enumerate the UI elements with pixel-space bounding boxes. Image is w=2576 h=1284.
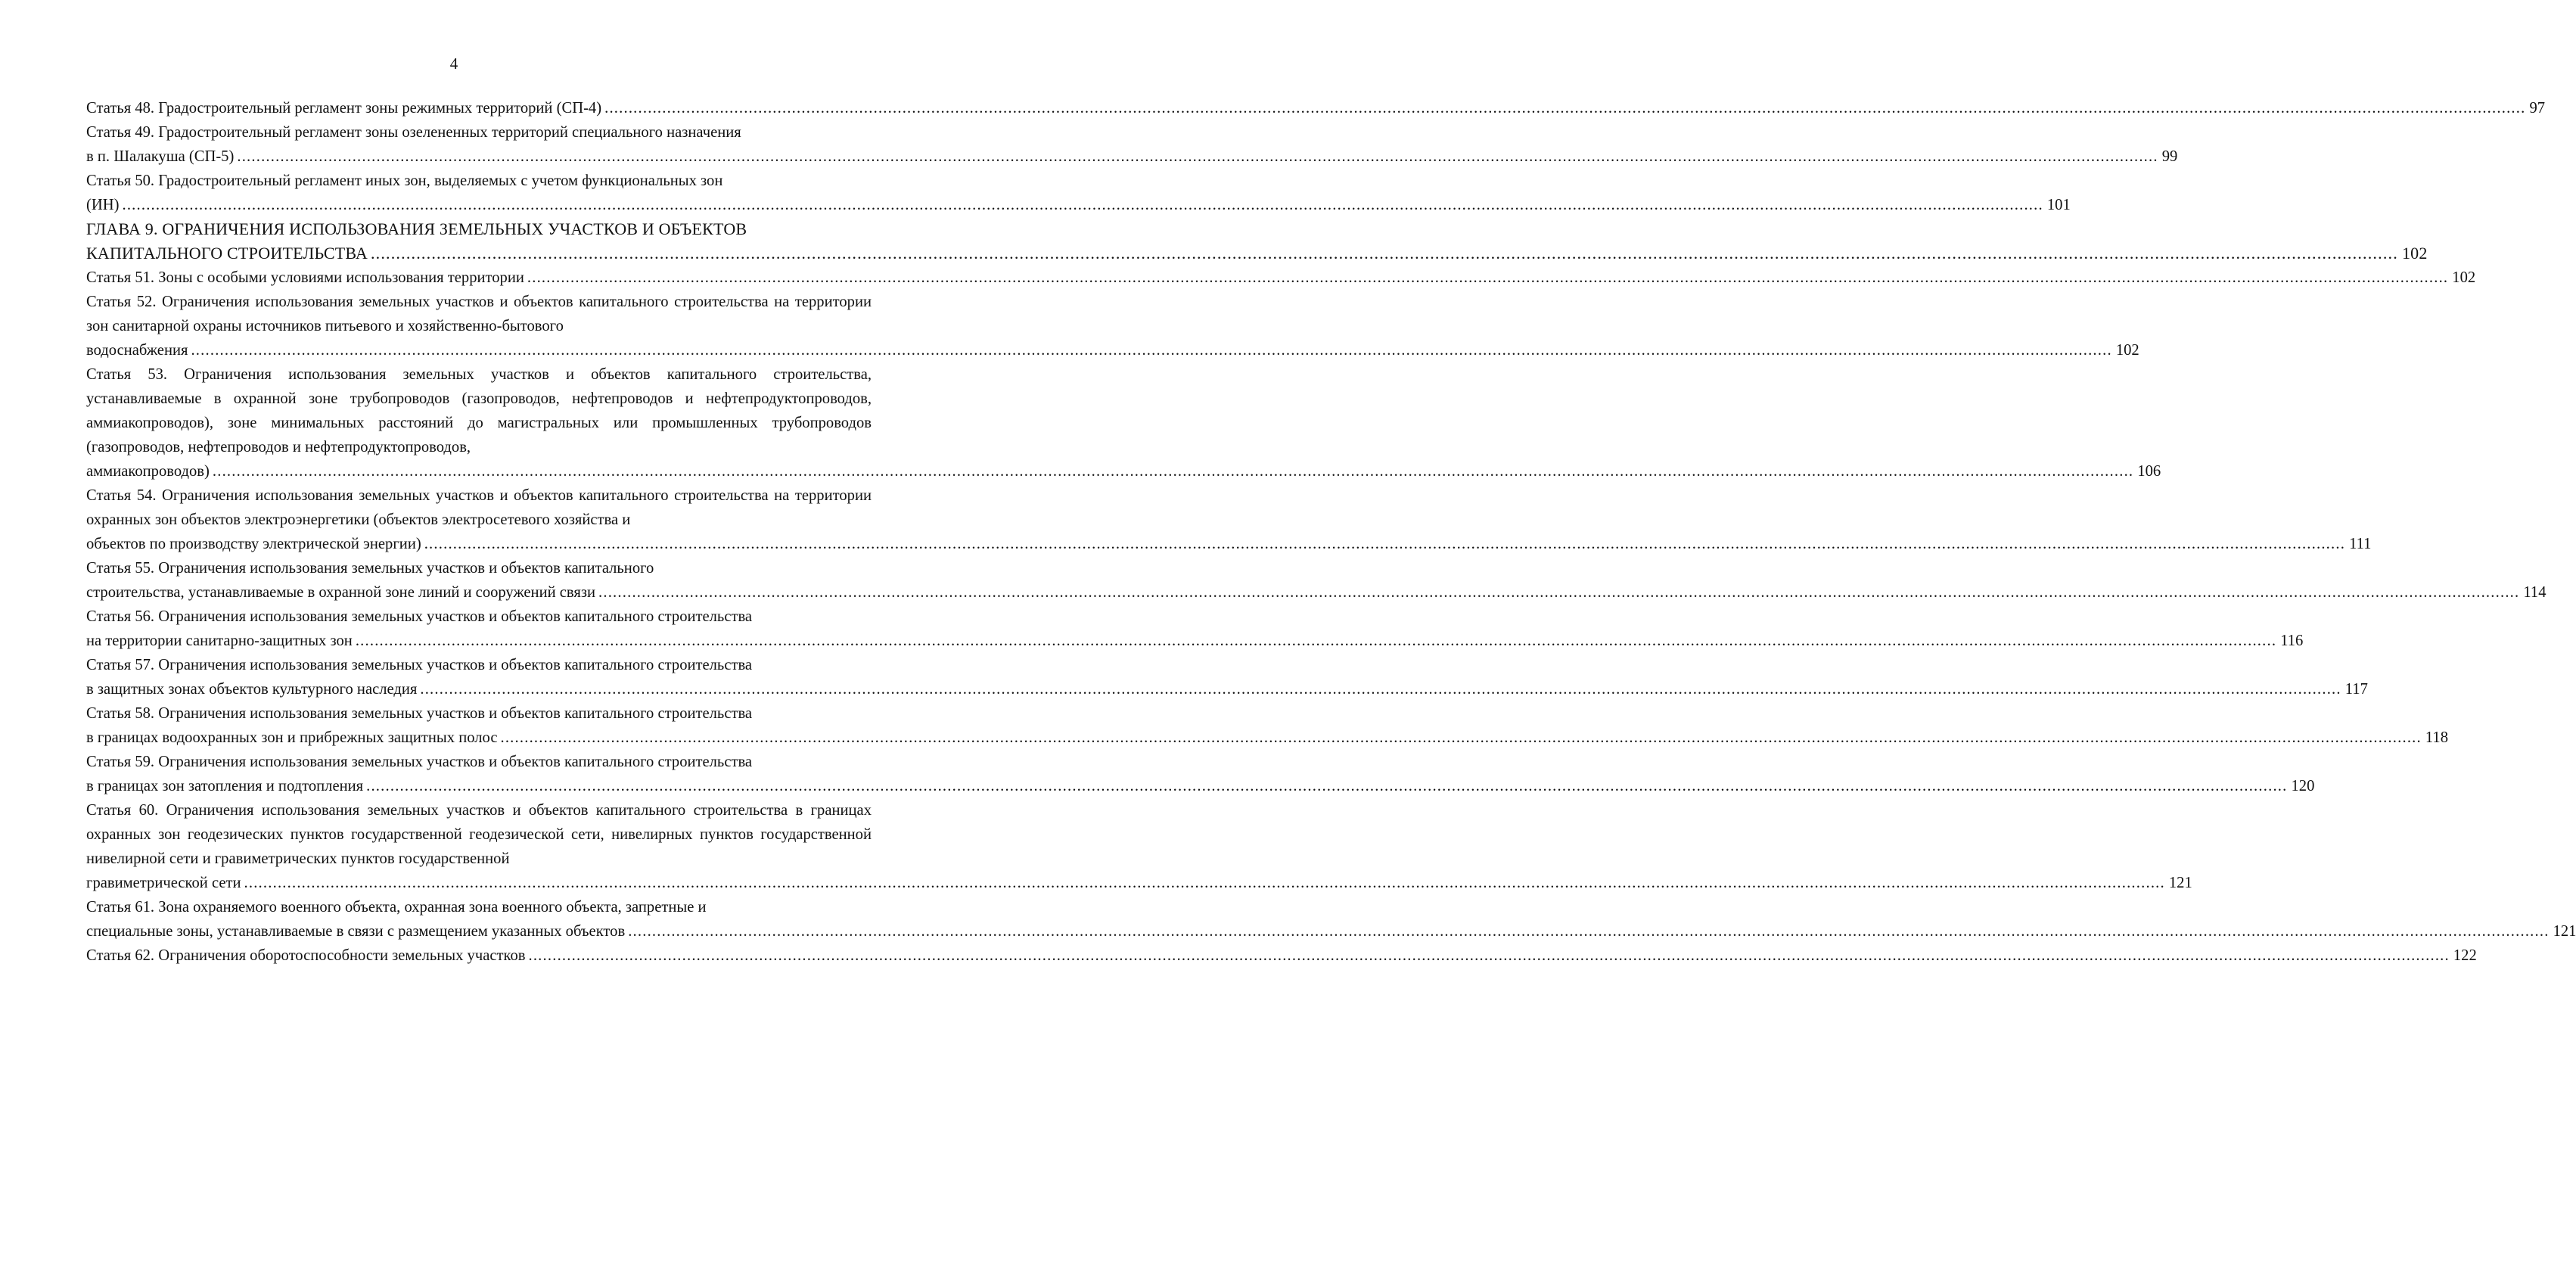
dot-leader: ................................................................................................................................................................................................................................................................................................................................................................................................................	[420, 681, 2341, 698]
toc-entry-title-end: в защитных зонах объектов культурного наследия	[86, 681, 418, 698]
dot-leader: ................................................................................................................................................................................................................................................................................................................................................................................................................	[604, 100, 2526, 117]
toc-page-number[interactable]: 102	[2401, 244, 2428, 263]
table-of-contents	[86, 96, 2576, 968]
toc-entry-title-end: КАПИТАЛЬНОГО СТРОИТЕЛЬСТВА	[86, 244, 368, 263]
toc-entry[interactable]	[86, 798, 2192, 895]
toc-page-number[interactable]: 101	[2046, 197, 2071, 213]
toc-entry[interactable]	[86, 96, 2546, 120]
toc-entry-last-line	[86, 774, 2315, 798]
toc-page-number[interactable]: 102	[2115, 342, 2139, 359]
toc-entry-last-line	[86, 193, 2071, 217]
dot-leader: ................................................................................................................................................................................................................................................................................................................................................................................................................	[628, 923, 2550, 940]
dot-leader: ................................................................................................................................................................................................................................................................................................................................................................................................................	[244, 875, 2165, 891]
dot-leader: ................................................................................................................................................................................................................................................................................................................................................................................................................	[370, 244, 2398, 263]
toc-entry-text: Статья 53. Ограничения использования земельных участков и объектов капитального строительства, устанавливаемые в охранной зоне трубопроводов (газопроводов, нефтепроводов и нефтепродуктопроводов, аммиакопроводов), зоне минимальных расстояний до магистральных или промышленных трубопроводов (газопроводов, нефтепроводов и нефтепродуктопроводов,	[86, 366, 872, 455]
toc-entry-last-line	[86, 580, 2546, 605]
toc-entry[interactable]	[86, 653, 2368, 701]
dot-leader: ................................................................................................................................................................................................................................................................................................................................................................................................................	[122, 197, 2043, 213]
toc-entry-title-end: на территории санитарно-защитных зон	[86, 633, 353, 649]
toc-entry-text: ГЛАВА 9. ОГРАНИЧЕНИЯ ИСПОЛЬЗОВАНИЯ ЗЕМЕЛЬНЫХ УЧАСТКОВ И ОБЪЕКТОВ	[86, 219, 747, 238]
toc-entry[interactable]	[86, 120, 2178, 169]
toc-entry-text: Статья 52. Ограничения использования земельных участков и объектов капитального строительства на территории зон санитарной охраны источников питьевого и хозяйственно-бытового	[86, 294, 872, 334]
toc-page-number[interactable]: 102	[2452, 269, 2476, 286]
toc-entry-text: Статья 56. Ограничения использования земельных участков и объектов капитального строительства	[86, 608, 753, 625]
dot-leader: ................................................................................................................................................................................................................................................................................................................................................................................................................	[212, 463, 2134, 480]
toc-page-number[interactable]: 116	[2280, 633, 2304, 649]
toc-entry-last-line	[86, 266, 2476, 290]
toc-page-number[interactable]: 117	[2345, 681, 2368, 698]
toc-entry-last-line	[86, 241, 2428, 266]
toc-entry-text: Статья 54. Ограничения использования земельных участков и объектов капитального строительства на территории охранных зон объектов электроэнергетики (объектов электросетевого хозяйства и	[86, 487, 872, 528]
toc-entry-last-line	[86, 96, 2546, 120]
toc-entry-text: Статья 57. Ограничения использования земельных участков и объектов капитального строительства	[86, 657, 753, 673]
toc-entry-title-end: Статья 48. Градостроительный регламент зоны режимных территорий (СП-4)	[86, 100, 602, 117]
toc-entry-title-end: специальные зоны, устанавливаемые в связи с размещением указанных объектов	[86, 923, 626, 940]
toc-entry-title-end: (ИН)	[86, 197, 120, 213]
toc-entry-text: Статья 60. Ограничения использования земельных участков и объектов капитального строительства в границах охранных зон геодезических пунктов государственной геодезической сети, нивелирных пунктов государственной нивелирной сети и гравиметрических пунктов государственной	[86, 802, 872, 867]
dot-leader: ................................................................................................................................................................................................................................................................................................................................................................................................................	[191, 342, 2112, 359]
toc-entry-last-line	[86, 145, 2178, 169]
toc-entry[interactable]	[86, 362, 2161, 483]
toc-page-number[interactable]: 111	[2349, 536, 2372, 552]
toc-entry-last-line	[86, 677, 2368, 701]
dot-leader: ................................................................................................................................................................................................................................................................................................................................................................................................................	[237, 148, 2158, 165]
toc-page-number[interactable]: 121	[2168, 875, 2192, 891]
toc-entry-text: Статья 49. Градостроительный регламент зоны озелененных территорий специального назначения	[86, 124, 741, 141]
toc-entry-last-line	[86, 338, 2139, 362]
toc-entry-title-end: Статья 51. Зоны с особыми условиями использования территории	[86, 269, 524, 286]
toc-entry-text: Статья 50. Градостроительный регламент иных зон, выделяемых с учетом функциональных зон	[86, 173, 723, 189]
toc-entry-text: Статья 58. Ограничения использования земельных участков и объектов капитального строительства	[86, 705, 753, 722]
page-number: 4	[449, 54, 458, 73]
toc-page-number[interactable]: 97	[2529, 100, 2546, 117]
toc-chapter-entry[interactable]	[86, 217, 2428, 266]
toc-entry[interactable]	[86, 750, 2315, 798]
toc-entry[interactable]	[86, 290, 2139, 362]
dot-leader: ................................................................................................................................................................................................................................................................................................................................................................................................................	[527, 269, 2449, 286]
toc-entry[interactable]	[86, 169, 2071, 217]
dot-leader: ................................................................................................................................................................................................................................................................................................................................................................................................................	[598, 584, 2520, 601]
toc-page-number[interactable]: 106	[2137, 463, 2161, 480]
dot-leader: ................................................................................................................................................................................................................................................................................................................................................................................................................	[500, 729, 2422, 746]
dot-leader: ................................................................................................................................................................................................................................................................................................................................................................................................................	[355, 633, 2277, 649]
toc-entry-title-end: в границах водоохранных зон и прибрежных защитных полос	[86, 729, 498, 746]
toc-entry-title-end: гравиметрической сети	[86, 875, 241, 891]
toc-page-number[interactable]: 114	[2523, 584, 2546, 601]
toc-entry[interactable]	[86, 701, 2448, 750]
toc-entry-text: Статья 55. Ограничения использования земельных участков и объектов капитального	[86, 560, 654, 577]
toc-entry[interactable]	[86, 556, 2546, 605]
toc-page-number[interactable]: 122	[2453, 947, 2477, 964]
toc-entry-text: Статья 59. Ограничения использования земельных участков и объектов капитального строительства	[86, 754, 753, 770]
dot-leader: ................................................................................................................................................................................................................................................................................................................................................................................................................	[424, 536, 2346, 552]
toc-entry-last-line	[86, 919, 2576, 944]
toc-entry[interactable]	[86, 895, 2576, 944]
dot-leader: ................................................................................................................................................................................................................................................................................................................................................................................................................	[528, 947, 2450, 964]
toc-page-number[interactable]: 99	[2161, 148, 2178, 165]
toc-entry-title-end: водоснабжения	[86, 342, 188, 359]
toc-entry-last-line	[86, 629, 2304, 653]
toc-entry[interactable]	[86, 483, 2372, 556]
toc-entry-last-line	[86, 944, 2477, 968]
toc-entry-last-line	[86, 871, 2192, 895]
toc-entry-title-end: строительства, устанавливаемые в охранной зоне линий и сооружений связи	[86, 584, 595, 601]
toc-page-number[interactable]: 121	[2553, 923, 2576, 940]
toc-entry[interactable]	[86, 605, 2304, 653]
toc-entry-title-end: в границах зон затопления и подтопления	[86, 778, 364, 794]
toc-entry-last-line	[86, 459, 2161, 483]
toc-entry-last-line	[86, 726, 2448, 750]
toc-entry-title-end: аммиакопроводов)	[86, 463, 210, 480]
toc-entry-title-end: объектов по производству электрической энергии)	[86, 536, 421, 552]
toc-page-number[interactable]: 120	[2291, 778, 2315, 794]
toc-entry-title-end: Статья 62. Ограничения оборотоспособности земельных участков	[86, 947, 526, 964]
toc-entry-title-end: в п. Шалакуша (СП-5)	[86, 148, 235, 165]
toc-entry[interactable]	[86, 266, 2476, 290]
toc-entry[interactable]	[86, 944, 2477, 968]
toc-entry-last-line	[86, 532, 2372, 556]
toc-page-number[interactable]: 118	[2425, 729, 2448, 746]
toc-entry-text: Статья 61. Зона охраняемого военного объекта, охранная зона военного объекта, запретные и	[86, 899, 707, 916]
dot-leader: ................................................................................................................................................................................................................................................................................................................................................................................................................	[366, 778, 2288, 794]
